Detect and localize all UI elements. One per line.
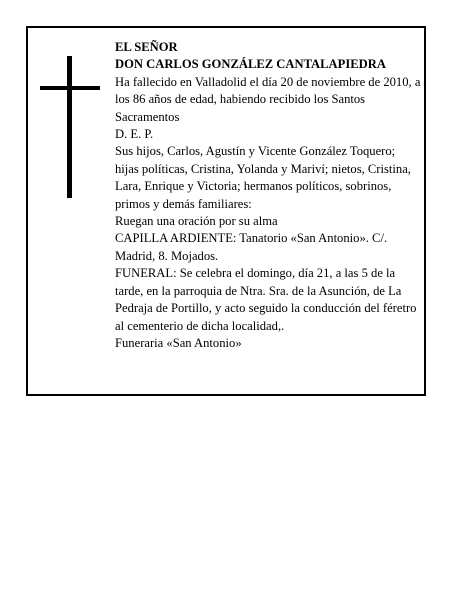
family-list: Sus hijos, Carlos, Agustín y Vicente González Toquero; hijas políticas, Cristina, Yolanda y Mariví; nietos, Cristina, Lara, Enrique y Victoria; hermanos políticos, sobrinos, primos y demás familiares: — [115, 144, 411, 211]
chapel-info: CAPILLA ARDIENTE: Tanatorio «San Antonio». C/. Madrid, 8. Mojados. — [115, 231, 388, 263]
honorific: EL SEÑOR — [115, 40, 178, 54]
obituary-notice — [26, 26, 426, 396]
death-info: Ha fallecido en Valladolid el día 20 de noviembre de 2010, a los 86 años de edad, habiendo recibido los Santos Sacramentos — [115, 74, 421, 124]
funeral-home: Funeraria «San Antonio» — [115, 335, 242, 350]
deceased-name: DON CARLOS GONZÁLEZ CANTALAPIEDRA — [115, 57, 386, 72]
rip-text: D. E. P. — [115, 127, 154, 142]
prayer-request: Ruegan una oración por su alma — [115, 214, 278, 229]
obituary-text — [115, 39, 421, 352]
cross-vertical-bar — [67, 56, 72, 198]
cross-horizontal-bar — [40, 86, 100, 90]
funeral-info: FUNERAL: Se celebra el domingo, día 21, a las 5 de la tarde, en la parroquia de Ntra. Sra. de la Asunción, de La Pedraja de Portillo, y acto seguido la conducción del féretro al cementerio de dicha localidad,. — [115, 266, 417, 333]
